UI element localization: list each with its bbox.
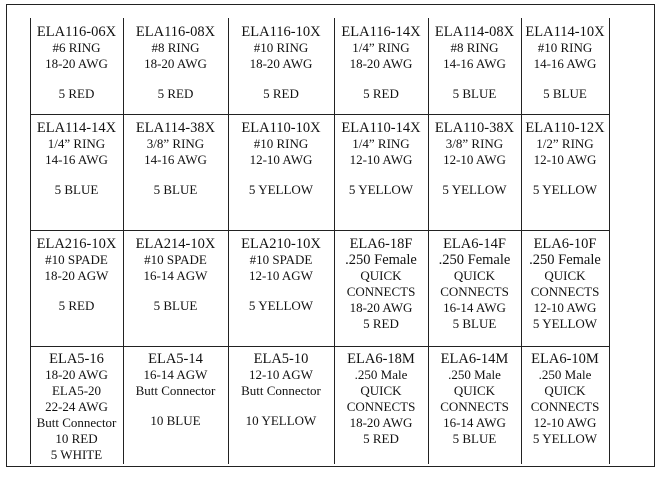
cell-line: 5 RED	[157, 86, 194, 101]
part-number: ELA5-10	[253, 351, 309, 367]
cell-line: 18-20 AWG	[349, 56, 413, 71]
table-cell	[521, 236, 609, 332]
table-cell	[228, 236, 334, 314]
part-number: ELA5-14	[148, 351, 203, 367]
cell-line: 5 BLUE	[452, 316, 497, 331]
cell-spacer	[228, 168, 334, 182]
part-number: ELA116-10X	[241, 24, 321, 40]
cell-line: #10 SPADE	[45, 252, 108, 267]
cell-line: .250 Female	[438, 252, 511, 268]
table-cell	[30, 24, 123, 102]
table-cell	[521, 24, 609, 102]
cell-spacer	[228, 399, 334, 413]
cell-line: 18-20 AWG	[249, 56, 313, 71]
cell-line: QUICK	[453, 268, 496, 283]
cell-line: 3/8” RING	[445, 136, 504, 151]
table-cell	[228, 351, 334, 429]
cell-spacer	[334, 72, 428, 86]
table-cell	[30, 351, 123, 463]
row-divider	[30, 114, 609, 115]
cell-line: 5 RED	[58, 86, 95, 101]
cell-line: #10 SPADE	[144, 252, 207, 267]
cell-line: #10 RING	[253, 40, 309, 55]
table-cell	[228, 24, 334, 102]
part-number: ELA6-14M	[440, 351, 509, 367]
table-cell	[334, 24, 428, 102]
cell-line: 12-10 AWG	[533, 300, 597, 315]
part-number: ELA6-18M	[347, 351, 415, 367]
cell-line: 14-16 AWG	[443, 56, 506, 71]
cell-line: 5 BLUE	[452, 431, 497, 446]
cell-line: CONNECTS	[440, 284, 509, 299]
cell-line: #6 RING	[52, 40, 101, 55]
cell-line: 18-20 AWG	[349, 415, 413, 430]
cell-line: 18-20 AWG	[45, 56, 108, 71]
cell-line: Butt Connector	[36, 415, 117, 430]
cell-line: ELA5-20	[51, 383, 102, 398]
cell-line: 12-10 AWG	[349, 152, 413, 167]
part-number: ELA110-38X	[434, 120, 515, 136]
table-cell	[428, 24, 521, 102]
cell-line: #10 RING	[537, 40, 593, 55]
cell-line: #8 RING	[450, 40, 499, 55]
part-number: ELA116-06X	[36, 24, 117, 40]
cell-line: 18-20 AWG	[45, 367, 108, 382]
table-cell	[334, 236, 428, 332]
part-number: ELA6-10M	[531, 351, 599, 367]
cell-spacer	[334, 168, 428, 182]
cell-line: 5 BLUE	[452, 86, 497, 101]
part-number: ELA6-14F	[443, 236, 506, 252]
table-cell	[334, 120, 428, 198]
cell-spacer	[123, 72, 228, 86]
cell-spacer	[428, 72, 521, 86]
cell-spacer	[521, 168, 609, 182]
cell-line: 5 BLUE	[153, 182, 198, 197]
cell-line: .250 Female	[345, 252, 417, 268]
cell-line: QUICK	[544, 268, 586, 283]
cell-line: #10 SPADE	[249, 252, 313, 267]
cell-line: 16-14 AWG	[443, 415, 506, 430]
cell-line: 5 RED	[363, 86, 399, 101]
part-number: ELA116-08X	[135, 24, 216, 40]
part-number: ELA210-10X	[241, 236, 321, 252]
cell-line: 5 WHITE	[50, 447, 103, 462]
cell-line: 12-10 AGW	[249, 268, 313, 283]
part-number: ELA110-10X	[241, 120, 321, 136]
cell-spacer	[521, 72, 609, 86]
cell-spacer	[428, 168, 521, 182]
cell-line: 10 YELLOW	[245, 413, 317, 428]
cell-line: 5 BLUE	[543, 86, 587, 101]
cell-line: 5 YELLOW	[248, 182, 314, 197]
part-number: ELA6-18F	[349, 236, 413, 252]
cell-line: 5 RED	[363, 316, 399, 331]
row-divider	[30, 346, 609, 347]
table-cell	[228, 120, 334, 198]
cell-spacer	[30, 72, 123, 86]
cell-line: QUICK	[453, 383, 496, 398]
cell-line: 16-14 AGW	[143, 367, 208, 382]
cell-line: 5 BLUE	[153, 298, 198, 313]
table-cell	[521, 351, 609, 447]
cell-line: 14-16 AWG	[144, 152, 207, 167]
table-cell	[334, 351, 428, 447]
table-cell	[30, 236, 123, 314]
cell-line: CONNECTS	[440, 399, 509, 414]
cell-line: 5 BLUE	[54, 182, 99, 197]
cell-line: 14-16 AWG	[533, 56, 597, 71]
cell-line: 12-10 AWG	[249, 152, 313, 167]
part-number: ELA216-10X	[36, 236, 117, 252]
cell-line: 1/4” RING	[352, 136, 410, 151]
cell-spacer	[30, 168, 123, 182]
table-cell	[123, 120, 228, 198]
cell-line: 16-14 AWG	[443, 300, 506, 315]
cell-line: 18-20 AGW	[44, 268, 109, 283]
cell-line: 1/2” RING	[536, 136, 594, 151]
part-number: ELA116-14X	[341, 24, 421, 40]
cell-line: #10 RING	[253, 136, 309, 151]
cell-line: 18-20 AWG	[349, 300, 413, 315]
cell-line: 10 BLUE	[150, 413, 201, 428]
cell-line: 5 RED	[58, 298, 95, 313]
cell-line: 18-20 AWG	[144, 56, 207, 71]
cell-spacer	[123, 284, 228, 298]
table-cell	[521, 120, 609, 198]
cell-line: .250 Female	[529, 252, 601, 268]
table-cell	[123, 24, 228, 102]
part-number: ELA110-14X	[341, 120, 421, 136]
cell-spacer	[30, 284, 123, 298]
cell-line: CONNECTS	[346, 284, 416, 299]
cell-line: 12-10 AGW	[249, 367, 313, 382]
cell-line: .250 Male	[448, 367, 501, 382]
part-number: ELA114-14X	[36, 120, 117, 136]
table-cell	[428, 236, 521, 332]
cell-spacer	[228, 72, 334, 86]
cell-line: Butt Connector	[135, 383, 216, 398]
cell-line: Butt Connector	[241, 383, 321, 398]
cell-line: 5 YELLOW	[532, 431, 598, 446]
cell-line: 22-24 AWG	[45, 399, 108, 414]
cell-spacer	[228, 284, 334, 298]
cell-line: QUICK	[360, 268, 402, 283]
cell-line: 5 RED	[263, 86, 299, 101]
cell-line: 12-10 AWG	[533, 415, 597, 430]
cell-line: QUICK	[360, 383, 402, 398]
row-divider	[30, 230, 609, 231]
cell-line: 16-14 AGW	[143, 268, 208, 283]
cell-line: #8 RING	[151, 40, 200, 55]
cell-spacer	[123, 168, 228, 182]
part-number: ELA214-10X	[135, 236, 216, 252]
cell-line: 12-10 AWG	[443, 152, 506, 167]
cell-line: CONNECTS	[530, 284, 600, 299]
cell-line: 12-10 AWG	[533, 152, 597, 167]
cell-line: 3/8” RING	[146, 136, 205, 151]
cell-line: QUICK	[544, 383, 586, 398]
cell-line: 14-16 AWG	[45, 152, 108, 167]
part-number: ELA114-10X	[525, 24, 605, 40]
cell-line: CONNECTS	[346, 399, 416, 414]
cell-line: 5 YELLOW	[348, 182, 414, 197]
cell-line: .250 Male	[354, 367, 408, 382]
table-cell	[123, 351, 228, 429]
part-number: ELA6-10F	[533, 236, 597, 252]
cell-line: CONNECTS	[530, 399, 600, 414]
cell-line: .250 Male	[538, 367, 592, 382]
cell-line: 5 YELLOW	[532, 182, 598, 197]
cell-line: 5 YELLOW	[248, 298, 314, 313]
cell-line: 1/4” RING	[47, 136, 106, 151]
cell-line: 5 YELLOW	[442, 182, 507, 197]
cell-line: 5 YELLOW	[532, 316, 598, 331]
cell-line: 5 RED	[363, 431, 399, 446]
part-number: ELA5-16	[49, 351, 104, 367]
cell-spacer	[123, 399, 228, 413]
part-number: ELA114-38X	[135, 120, 216, 136]
table-cell	[428, 120, 521, 198]
table-cell	[30, 120, 123, 198]
cell-line: 10 RED	[55, 431, 98, 446]
table-cell	[123, 236, 228, 314]
part-number: ELA114-08X	[434, 24, 515, 40]
column-divider	[609, 18, 610, 464]
table-cell	[428, 351, 521, 447]
cell-line: 1/4” RING	[352, 40, 410, 55]
part-number: ELA110-12X	[525, 120, 605, 136]
